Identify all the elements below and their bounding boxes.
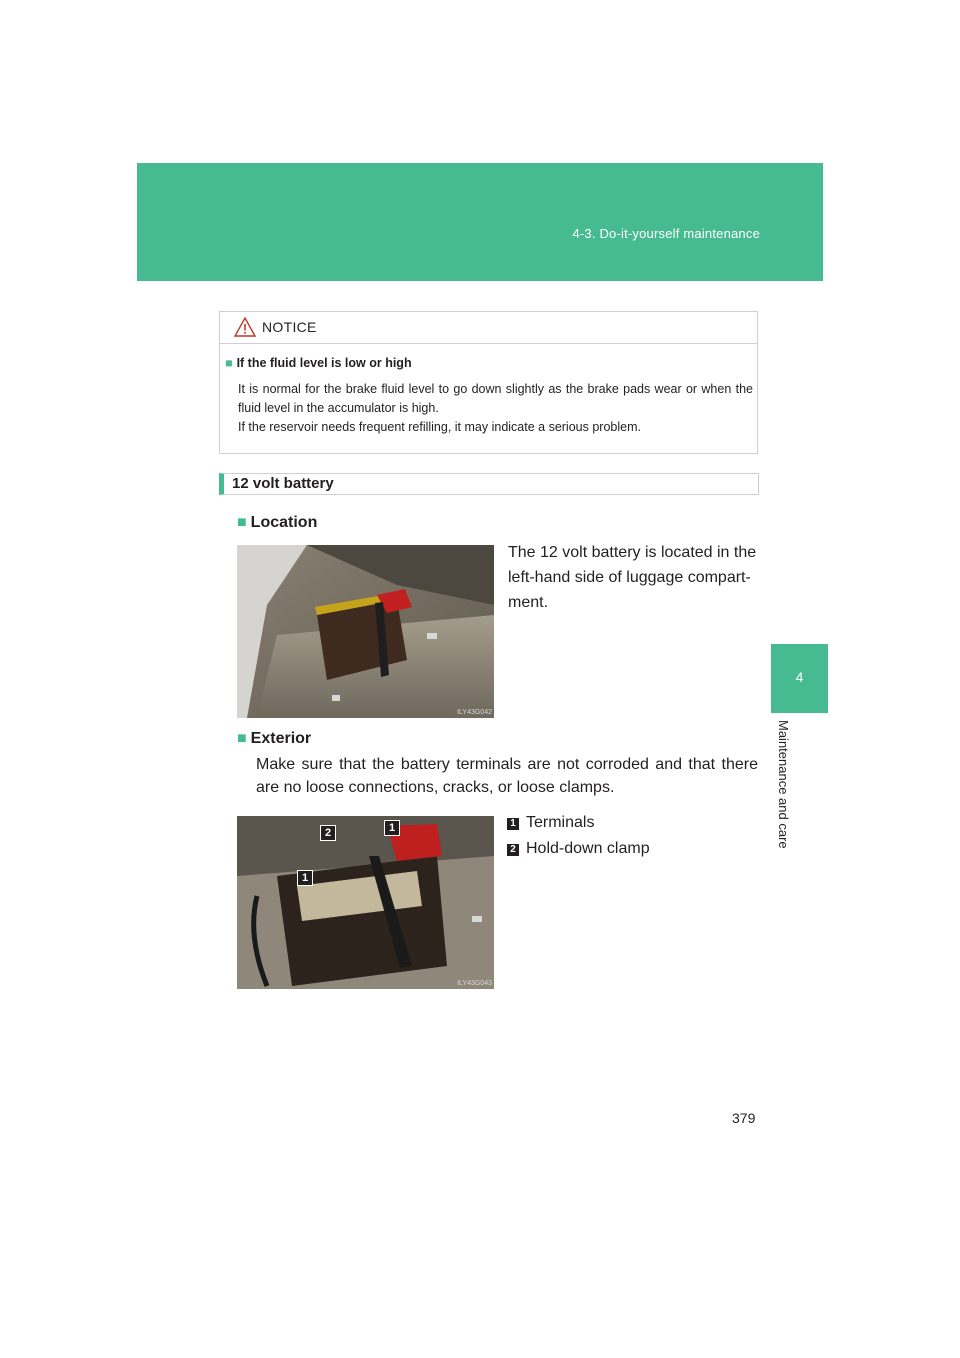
callout-1-top: 1 xyxy=(384,820,400,836)
section-label: 4-3. Do-it-yourself maintenance xyxy=(572,226,760,241)
header-band xyxy=(137,163,823,281)
chapter-tab[interactable]: 4 xyxy=(771,644,828,713)
warning-triangle-icon xyxy=(234,317,256,337)
legend-label: Terminals xyxy=(526,814,595,831)
exterior-text: Make sure that the battery terminals are not corroded and that there are no loose connections, cracks, or loose clamps. xyxy=(256,756,758,796)
location-heading-text: Location xyxy=(250,514,318,531)
notice-title: NOTICE xyxy=(262,319,317,335)
callout-1-left: 1 xyxy=(297,870,313,886)
legend-label: Hold-down clamp xyxy=(526,840,650,857)
notice-header xyxy=(220,312,757,344)
exterior-heading-text: Exterior xyxy=(250,730,312,747)
notice-subheading xyxy=(225,356,412,370)
callout-2: 2 xyxy=(320,825,336,841)
bullet-square-icon: ■ xyxy=(225,356,233,370)
legend-number: 2 xyxy=(507,844,519,856)
legend-item xyxy=(507,840,650,858)
luggage-compartment-illustration xyxy=(237,545,494,718)
battery-closeup-photo xyxy=(237,816,494,989)
exterior-heading xyxy=(237,730,311,748)
location-text: The 12 volt battery is located in the left-hand side of luggage compart- ment. xyxy=(508,544,757,611)
section-title: 12 volt battery xyxy=(232,475,334,492)
section-title-bar xyxy=(219,473,759,495)
legend-number: 1 xyxy=(507,818,519,830)
luggage-compartment-photo xyxy=(237,545,494,718)
location-heading xyxy=(237,514,317,532)
page-number: 379 xyxy=(732,1110,756,1126)
notice-subheading-text: If the fluid level is low or high xyxy=(236,356,412,370)
notice-line: It is normal for the brake fluid level to go down slightly as the brake pads wear or when the fluid level in the accumulator is high. xyxy=(238,382,753,415)
image-code: ILY43G043 xyxy=(457,980,492,987)
bullet-square-icon: ■ xyxy=(237,730,247,747)
battery-closeup-illustration xyxy=(237,816,494,989)
bullet-square-icon: ■ xyxy=(237,514,247,531)
legend-item xyxy=(507,814,594,832)
notice-box xyxy=(219,311,758,454)
image-code: ILY43G042 xyxy=(457,709,492,716)
notice-line: If the reservoir needs frequent refilling, it may indicate a serious problem. xyxy=(238,420,641,434)
notice-body xyxy=(238,380,753,437)
chapter-side-title: Maintenance and care xyxy=(776,720,791,849)
